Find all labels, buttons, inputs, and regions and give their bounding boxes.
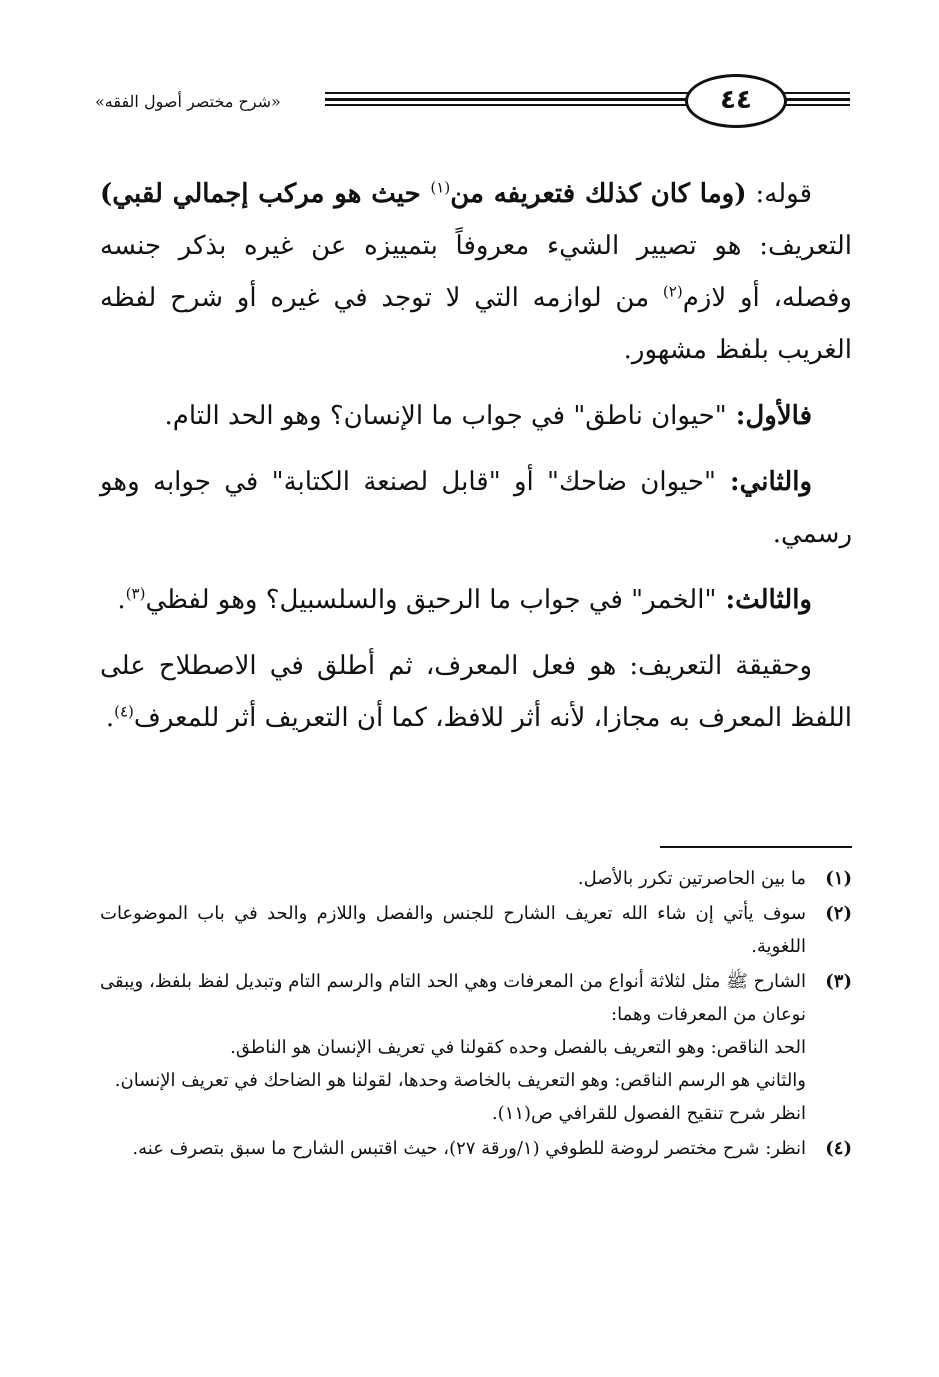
paragraph-5 — [100, 640, 852, 744]
page-number: ٤٤ — [685, 74, 787, 128]
para1-body-b: من لوازمه التي لا توجد في غيره أو شرح لفظه الغريب بلفظ مشهور. — [100, 283, 852, 365]
paragraph-3 — [100, 456, 852, 560]
footnote-number: (٣) — [825, 971, 852, 992]
paragraph-2 — [100, 390, 852, 442]
footnote-text: سوف يأتي إن شاء الله تعريف الشارح للجنس والفصل واللازم والحد في باب الموضوعات اللغوية. — [100, 903, 806, 957]
footnote-1 — [100, 862, 852, 895]
para1-quote-b: حيث هو مركب إجمالي لقبي) — [100, 179, 431, 209]
footnote-3-sub-2: والثاني هو الرسم الناقص: وهو التعريف بالخاصة وحدها، لقولنا هو الضاحك في تعريف الإنسان. — [114, 1070, 806, 1091]
footnote-number: (٢) — [825, 903, 852, 924]
para1-intro: قوله: — [746, 179, 812, 209]
para4-label: والثالث: — [716, 585, 812, 615]
paragraph-4 — [100, 574, 852, 626]
para5-end: . — [105, 703, 115, 733]
footnote-text: ما بين الحاصرتين تكرر بالأصل. — [577, 868, 806, 889]
para4-end: . — [117, 585, 126, 615]
footnote-ref-2: (٢) — [662, 282, 683, 301]
footnote-ref-3: (٣) — [125, 584, 146, 603]
footnote-number: (٤) — [825, 1138, 852, 1159]
footnotes — [100, 862, 852, 1167]
footnote-3 — [100, 965, 852, 1130]
para1-quote-a: (وما كان كذلك فتعريفه من — [450, 179, 747, 209]
footnote-ref-4: (٤) — [114, 702, 134, 721]
footnote-ref-1: (١) — [430, 178, 451, 197]
page-header — [95, 72, 850, 132]
footnote-3-sub-3: انظر شرح تنقيح الفصول للقرافي ص(١١). — [491, 1103, 806, 1124]
running-title: «شرح مختصر أصول الفقه» — [95, 92, 281, 111]
footnote-text: انظر: شرح مختصر لروضة للطوفي (١/ورقة ٢٧)، حيث اقتبس الشارح ما سبق بتصرف عنه. — [132, 1138, 806, 1159]
footnote-4 — [100, 1132, 852, 1165]
para2-text: "حيوان ناطق" في جواب ما الإنسان؟ وهو الحد التام. — [164, 401, 727, 431]
para4-text: "الخمر" في جواب ما الرحيق والسلسبيل؟ وهو لفظي — [145, 585, 717, 615]
para3-text: "حيوان ضاحك" أو "قابل لصنعة الكتابة" في جوابه وهو رسمي. — [100, 467, 852, 549]
paragraph-1 — [100, 168, 852, 376]
footnote-2 — [100, 897, 852, 963]
para3-label: والثاني: — [715, 467, 813, 497]
para2-label: فالأول: — [726, 401, 812, 431]
para1-body-a: التعريف: هو تصيير الشيء معروفاً بتمييزه عن غيره بذكر جنسه وفصله، أو لازم — [100, 231, 852, 313]
main-text — [100, 168, 852, 758]
footnote-3-sub-1: الحد الناقص: وهو التعريف بالفصل وحده كقولنا في تعريف الإنسان هو الناطق. — [230, 1037, 806, 1058]
footnote-text: الشارح ﷺ مثل لثلاثة أنواع من المعرفات وهي الحد التام والرسم التام وتبديل لفظ بلفظ، ويبقى نوعان من المعرفات وهما: — [100, 971, 806, 1025]
footnote-separator — [660, 846, 852, 848]
footnote-number: (١) — [825, 868, 852, 889]
para5-text: وحقيقة التعريف: هو فعل المعرف، ثم أطلق في الاصطلاح على اللفظ المعرف به مجازا، لأنه أثر للافظ، كما أن التعريف أثر للمعرف — [100, 651, 852, 733]
